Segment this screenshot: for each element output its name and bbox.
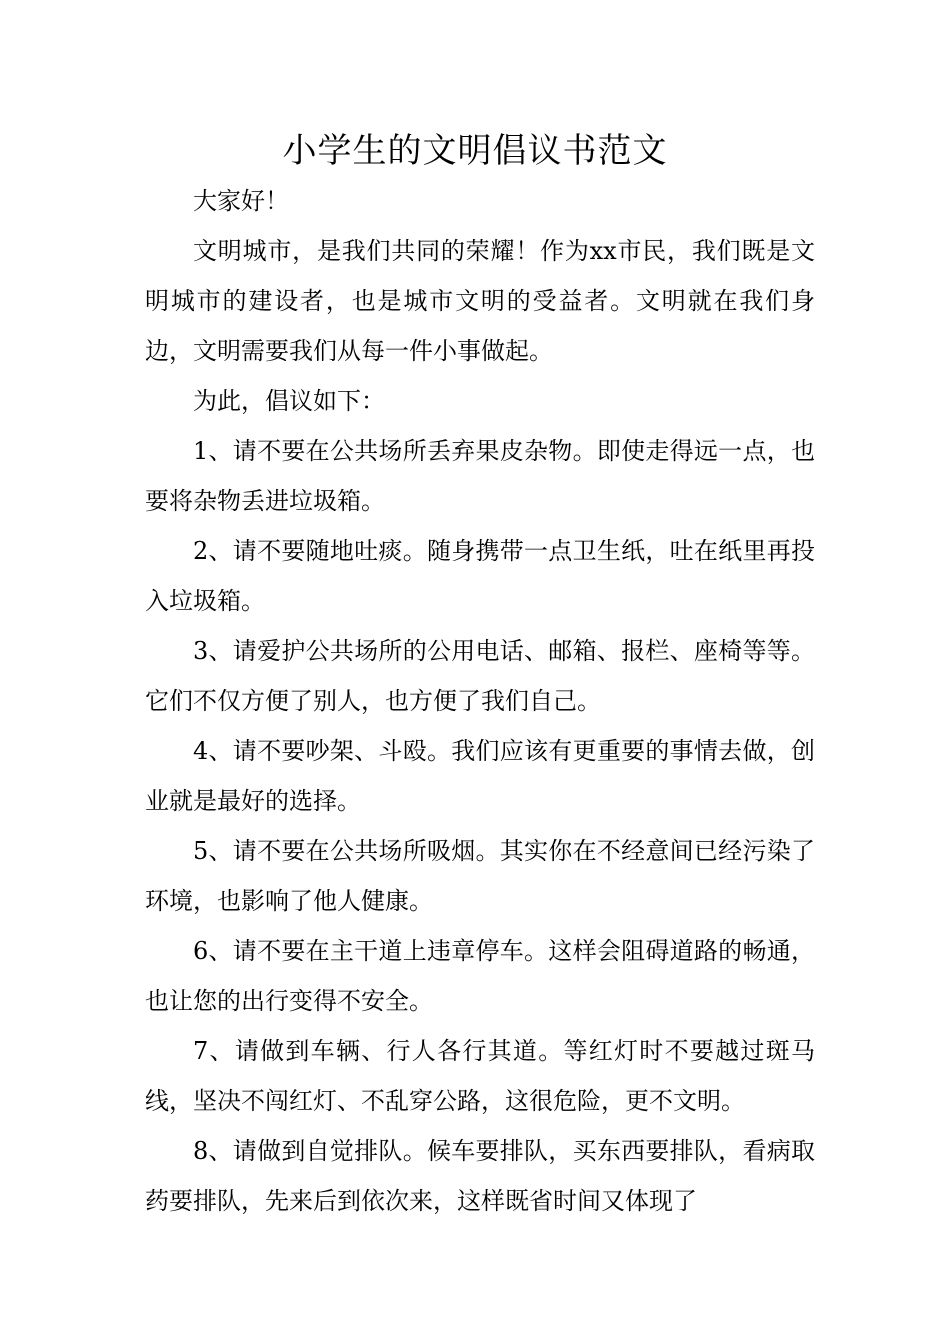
document-body xyxy=(145,176,815,1226)
greeting-paragraph: 大家好！ xyxy=(193,187,289,215)
proposal-item-2: 2、请不要随地吐痰。随身携带一点卫生纸，吐在纸里再投入垃圾箱。 xyxy=(145,537,815,615)
proposal-item-3: 3、请爱护公共场所的公用电话、邮箱、报栏、座椅等等。它们不仅方便了别人，也方便了我们自己。 xyxy=(145,637,815,715)
proposal-item-5: 5、请不要在公共场所吸烟。其实你在不经意间已经污染了环境，也影响了他人健康。 xyxy=(145,837,815,915)
proposal-lead-paragraph: 为此，倡议如下： xyxy=(193,387,385,415)
document-title: 小学生的文明倡议书范文 xyxy=(282,131,668,171)
proposal-item-1: 1、请不要在公共场所丢弃果皮杂物。即使走得远一点，也要将杂物丢进垃圾箱。 xyxy=(145,437,815,515)
proposal-item-8: 8、请做到自觉排队。候车要排队，买东西要排队，看病取药要排队，先来后到依次来，这样既省时间又体现了 xyxy=(145,1137,815,1215)
intro-paragraph: 文明城市，是我们共同的荣耀！作为xx市民，我们既是文明城市的建设者，也是城市文明的受益者。文明就在我们身边，文明需要我们从每一件小事做起。 xyxy=(145,237,815,365)
proposal-item-6: 6、请不要在主干道上违章停车。这样会阻碍道路的畅通，也让您的出行变得不安全。 xyxy=(145,937,815,1015)
proposal-item-7: 7、请做到车辆、行人各行其道。等红灯时不要越过斑马线，坚决不闯红灯、不乱穿公路，这很危险，更不文明。 xyxy=(145,1037,815,1115)
proposal-item-4: 4、请不要吵架、斗殴。我们应该有更重要的事情去做，创业就是最好的选择。 xyxy=(145,737,815,815)
